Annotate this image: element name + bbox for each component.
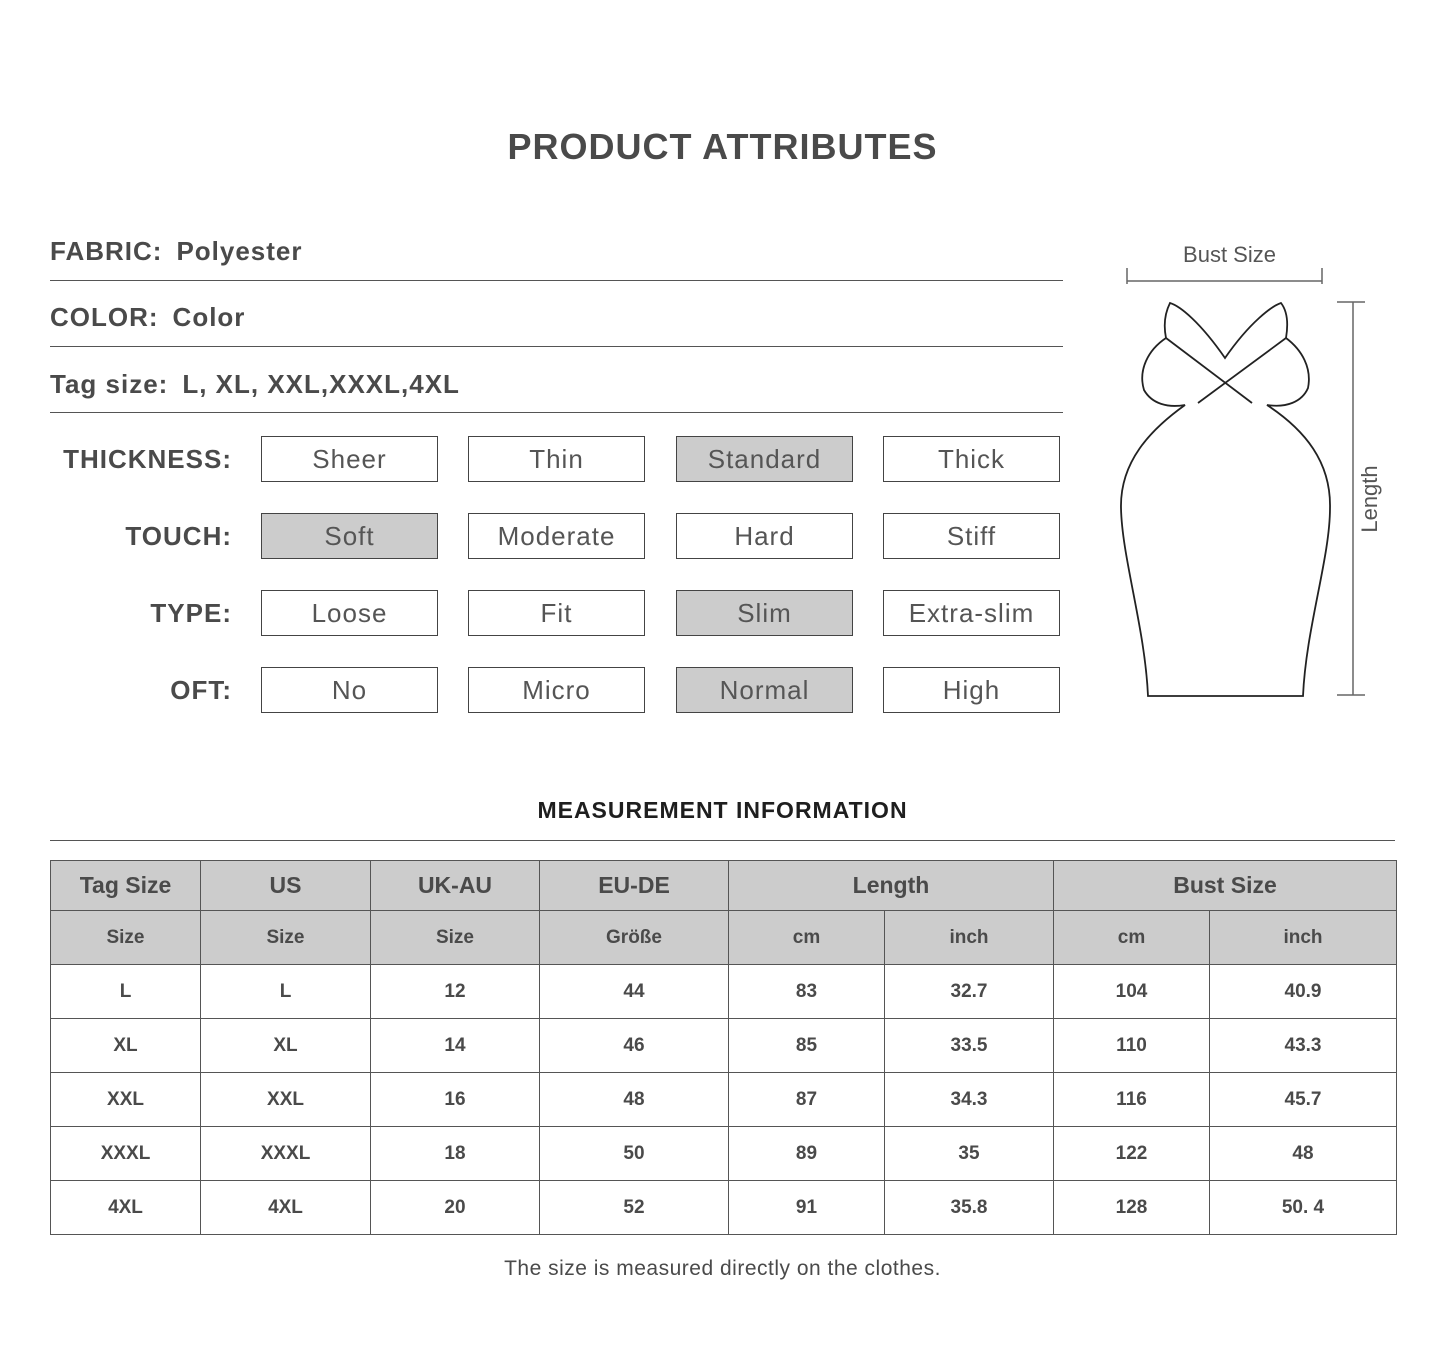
bust-size-label: Bust Size [1183, 242, 1276, 267]
table-cell: XXXL [201, 1127, 371, 1181]
table-cell: XXXL [51, 1127, 201, 1181]
measurement-table [50, 860, 1397, 1235]
header-cell: US [201, 861, 371, 911]
color-attribute [50, 302, 245, 333]
subheader-cell: cm [729, 911, 885, 965]
table-cell: 32.7 [885, 965, 1054, 1019]
option-box: No [261, 667, 438, 713]
table-cell: 128 [1054, 1181, 1210, 1235]
table-subheader-row [51, 911, 1397, 965]
tag-size-label: Tag size: [50, 369, 169, 399]
footnote: The size is measured directly on the clothes. [504, 1257, 941, 1280]
table-row [51, 1073, 1397, 1127]
subheader-cell: Größe [540, 911, 729, 965]
page-title: PRODUCT ATTRIBUTES [507, 126, 938, 167]
table-cell: 104 [1054, 965, 1210, 1019]
fabric-label: FABRIC: [50, 236, 163, 266]
divider [50, 840, 1395, 841]
table-cell: 16 [371, 1073, 540, 1127]
fabric-value: Polyester [176, 236, 303, 266]
table-cell: 85 [729, 1019, 885, 1073]
table-cell: 44 [540, 965, 729, 1019]
option-box: Thin [468, 436, 645, 482]
divider [50, 280, 1063, 281]
table-cell: 40.9 [1210, 965, 1397, 1019]
option-box: Stiff [883, 513, 1060, 559]
table-cell: 52 [540, 1181, 729, 1235]
tag-size-value: L, XL, XXL,XXXL,4XL [182, 369, 460, 399]
option-row-label: THICKNESS: [63, 444, 232, 474]
option-box: Extra-slim [883, 590, 1060, 636]
option-box: Fit [468, 590, 645, 636]
option-row-label: TYPE: [150, 598, 232, 628]
table-cell: 110 [1054, 1019, 1210, 1073]
divider [50, 346, 1063, 347]
divider [50, 412, 1063, 413]
option-box-selected: Soft [261, 513, 438, 559]
table-cell: 46 [540, 1019, 729, 1073]
table-cell: 45.7 [1210, 1073, 1397, 1127]
table-cell: 4XL [201, 1181, 371, 1235]
table-row [51, 1181, 1397, 1235]
table-cell: 48 [540, 1073, 729, 1127]
measurement-title: MEASUREMENT INFORMATION [537, 797, 908, 823]
color-label: COLOR: [50, 302, 159, 332]
option-row-label: OFT: [170, 675, 232, 705]
subheader-cell: cm [1054, 911, 1210, 965]
table-row [51, 1127, 1397, 1181]
table-cell: XL [201, 1019, 371, 1073]
table-cell: 87 [729, 1073, 885, 1127]
bust-size-dimension-line [1127, 268, 1322, 284]
table-cell: 43.3 [1210, 1019, 1397, 1073]
fabric-attribute [50, 236, 303, 267]
table-cell: L [51, 965, 201, 1019]
option-box: Thick [883, 436, 1060, 482]
subheader-cell: inch [885, 911, 1054, 965]
subheader-cell: Size [51, 911, 201, 965]
table-header-row [51, 861, 1397, 911]
table-cell: 48 [1210, 1127, 1397, 1181]
option-box: Sheer [261, 436, 438, 482]
header-cell: EU-DE [540, 861, 729, 911]
option-box: Moderate [468, 513, 645, 559]
table-cell: L [201, 965, 371, 1019]
table-cell: XXL [201, 1073, 371, 1127]
subheader-cell: inch [1210, 911, 1397, 965]
tag-size-attribute [50, 369, 460, 400]
table-cell: 91 [729, 1181, 885, 1235]
table-cell: 116 [1054, 1073, 1210, 1127]
length-label: Length [1357, 465, 1382, 533]
option-box-selected: Slim [676, 590, 853, 636]
table-cell: 18 [371, 1127, 540, 1181]
header-cell: Tag Size [51, 861, 201, 911]
table-row [51, 965, 1397, 1019]
table-cell: 4XL [51, 1181, 201, 1235]
table-cell: XL [51, 1019, 201, 1073]
option-box: High [883, 667, 1060, 713]
table-cell: 50 [540, 1127, 729, 1181]
table-cell: 83 [729, 965, 885, 1019]
subheader-cell: Size [371, 911, 540, 965]
table-cell: 35.8 [885, 1181, 1054, 1235]
table-cell: 50. 4 [1210, 1181, 1397, 1235]
table-cell: 33.5 [885, 1019, 1054, 1073]
table-cell: 14 [371, 1019, 540, 1073]
table-row [51, 1019, 1397, 1073]
table-cell: 20 [371, 1181, 540, 1235]
option-box-selected: Standard [676, 436, 853, 482]
color-value: Color [172, 302, 246, 332]
table-cell: XXL [51, 1073, 201, 1127]
table-cell: 34.3 [885, 1073, 1054, 1127]
option-box: Micro [468, 667, 645, 713]
table-cell: 12 [371, 965, 540, 1019]
table-cell: 122 [1054, 1127, 1210, 1181]
option-box-selected: Normal [676, 667, 853, 713]
table-cell: 89 [729, 1127, 885, 1181]
option-box: Hard [676, 513, 853, 559]
header-cell: Bust Size [1054, 861, 1397, 911]
header-cell: UK-AU [371, 861, 540, 911]
table-cell: 35 [885, 1127, 1054, 1181]
dress-diagram [1100, 240, 1400, 720]
option-row-label: TOUCH: [125, 521, 232, 551]
header-cell: Length [729, 861, 1054, 911]
option-box: Loose [261, 590, 438, 636]
subheader-cell: Size [201, 911, 371, 965]
dress-outline-icon [1121, 303, 1330, 696]
